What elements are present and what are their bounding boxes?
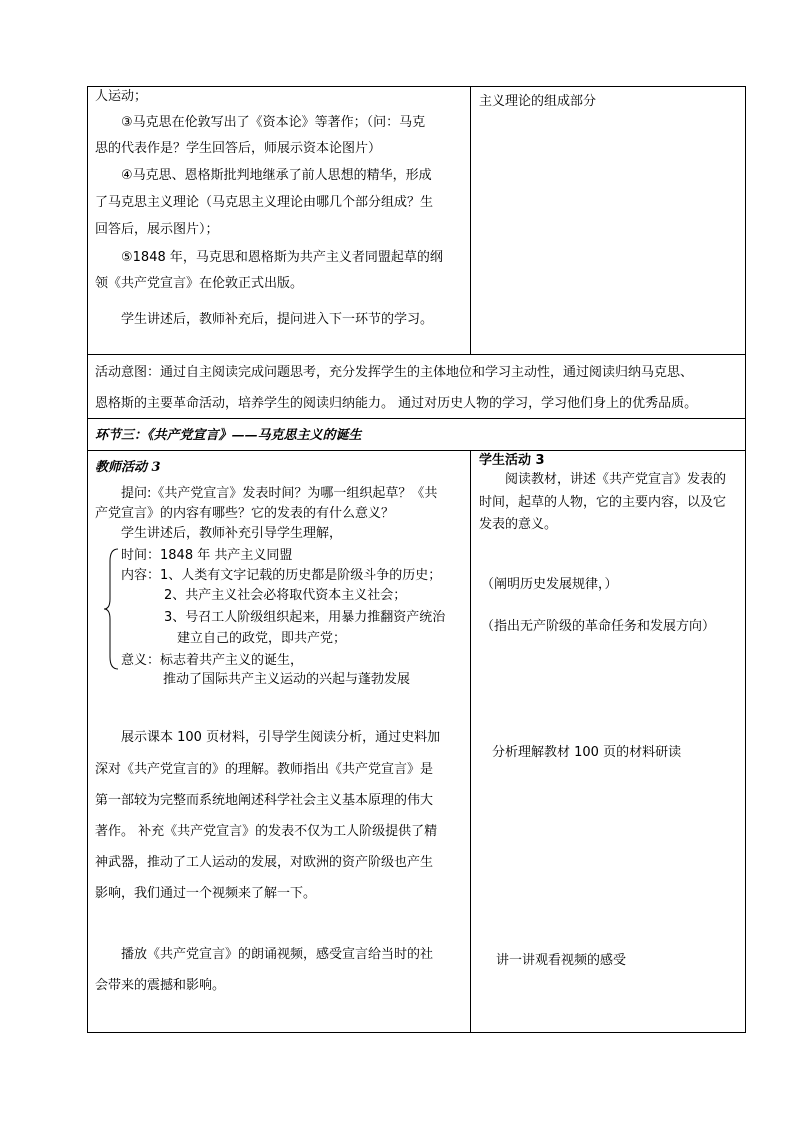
intent-text: 恩格斯的主要革命活动，培养学生的阅读归纳能力。 通过对历史人物的学习，学习他们身上的优秀品质。: [95, 396, 698, 411]
row1-text: 了马克思主义理论（马克思主义理论由哪几个部分组成？生: [95, 195, 434, 210]
student-text: 阅读教材，讲述《共产党宣言》发表的: [505, 472, 727, 487]
row1-text: 思的代表作是？学生回答后，师展示资本论图片）: [95, 141, 382, 156]
teacher-content: 3、号召工人阶级组织起来，用暴力推翻资产统治: [164, 610, 446, 625]
teacher-paragraph: 展示课本 100 页材料，引导学生阅读分析，通过史料加: [121, 730, 441, 745]
intent-text: 活动意图：通过自主阅读完成问题思考，充分发挥学生的主体地位和学习主动性，通过阅读归纳马克思、: [95, 365, 694, 380]
teacher-meaning: 推动了国际共产主义运动的兴起与蓬勃发展: [163, 672, 411, 687]
row1-text: ④马克思、恩格斯批判地继承了前人思想的精华，形成: [121, 168, 432, 183]
student-text: 时间，起草的人物，它的主要内容，以及它: [479, 495, 727, 510]
row1-text: 回答后，展示图片）；: [95, 222, 219, 237]
teacher-paragraph: 播放《共产党宣言》的朗诵视频，感受宣言给当时的社: [121, 947, 434, 962]
row-divider: [88, 450, 745, 451]
column-divider: [470, 450, 471, 1032]
teacher-content: 建立自己的政党，即共产党；: [177, 631, 347, 646]
teacher-time: 时间：1848 年 共产主义同盟: [121, 548, 293, 563]
teacher-meaning: 意义：标志着共产主义的诞生，: [121, 653, 304, 668]
teacher-question: 提问:《共产党宣言》发表时间？为哪一组织起草？《共: [121, 486, 438, 501]
row1-text: 领《共产党宣言》在伦敦正式出版。: [95, 276, 304, 291]
row1-text: 学生讲述后，教师补充后，提问进入下一环节的学习。: [121, 312, 434, 327]
teacher-text: 学生讲述后，教师补充引导学生理解，: [121, 526, 343, 541]
row1-right-text: 主义理论的组成部分: [479, 94, 597, 109]
student-note: （指出无产阶级的革命任务和发展方向）: [481, 619, 716, 634]
student-text: 发表的意义。: [479, 517, 558, 532]
teacher-paragraph: 神武器，推动了工人运动的发展，对欧洲的资产阶级也产生: [95, 855, 434, 870]
row-divider: [88, 418, 745, 419]
student-note: 讲一讲观看视频的感受: [496, 953, 627, 968]
row1-text: ⑤1848 年，马克思和恩格斯为共产主义者同盟起草的纲: [121, 250, 443, 265]
teacher-paragraph: 著作。 补充《共产党宣言》的发表不仅为工人阶级提供了精: [95, 824, 438, 839]
student-note: 分析理解教材 100 页的材料研读: [492, 745, 682, 760]
student-note: （阐明历史发展规律，）: [481, 577, 618, 592]
teacher-paragraph: 会带来的震撼和影响。: [95, 978, 226, 993]
row1-text: 人运动；: [95, 89, 148, 104]
column-divider: [470, 87, 471, 354]
brace-icon: [102, 547, 120, 671]
row-divider: [88, 354, 745, 355]
teacher-question: 产党宣言》的内容有哪些？它的发表的有什么意义？: [95, 506, 395, 521]
row1-text: ③马克思在伦敦写出了《资本论》等著作；（问：马克: [121, 115, 426, 130]
teacher-content: 2、共产主义社会必将取代资本主义社会；: [164, 588, 407, 603]
teacher-paragraph: 第一部较为完整而系统地阐述科学社会主义基本原理的伟大: [95, 793, 434, 808]
teacher-paragraph: 深对《共产党宣言的》的理解。教师指出《共产党宣言》是: [95, 762, 434, 777]
teacher-paragraph: 影响，我们通过一个视频来了解一下。: [95, 886, 317, 901]
teacher-heading: 教师活动 3: [95, 460, 161, 475]
student-heading: 学生活动 3: [479, 453, 545, 468]
section-title: 环节三：《共产党宣言》——马克思主义的诞生: [95, 428, 362, 443]
teacher-content: 内容：1、人类有文字记载的历史都是阶级斗争的历史；: [121, 568, 442, 583]
